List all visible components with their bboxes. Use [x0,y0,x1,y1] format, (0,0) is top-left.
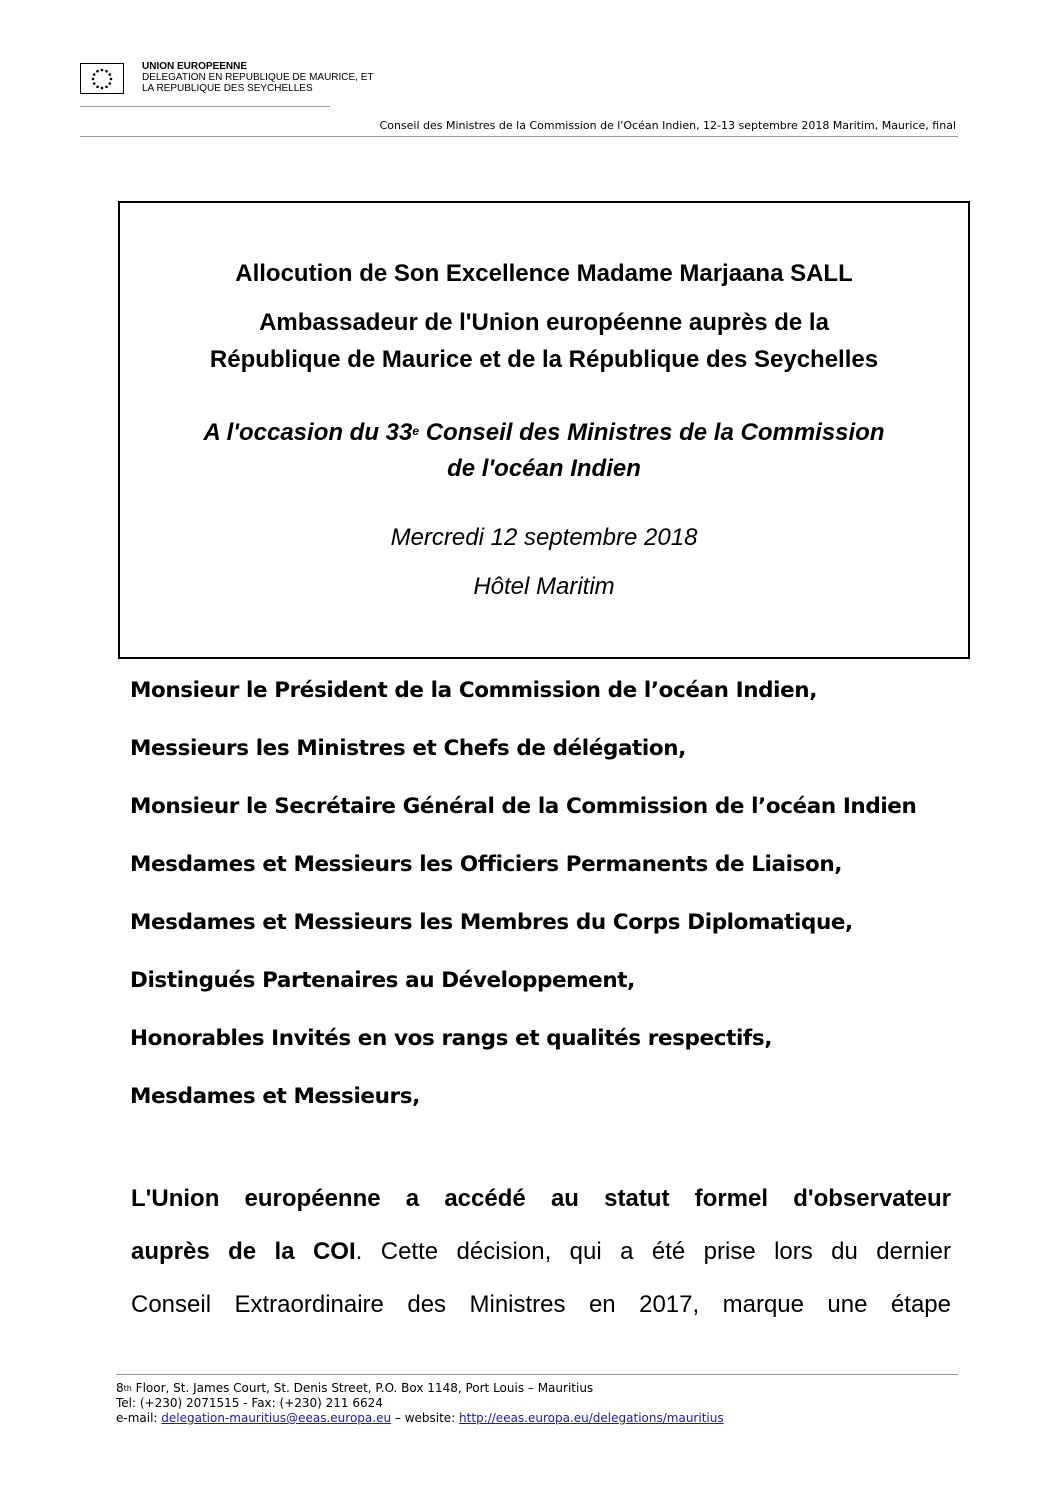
eu-stars-icon [87,67,117,91]
eu-flag-logo [80,63,124,94]
occasion-sup: e [412,424,420,438]
paragraph-line-3: Conseil Extraordinaire des Ministres en 2017, marque une étape [131,1291,951,1318]
header-divider [80,136,958,137]
footer-divider [116,1374,958,1375]
footer-address [116,1381,724,1396]
greeting-line: Monsieur le Président de la Commission de l’océan Indien, [130,678,817,703]
footer-email-link[interactable]: delegation-mauritius@eeas.europa.eu [161,1411,392,1425]
greeting-line: Distingués Partenaires au Développement, [130,968,635,993]
running-title: Conseil des Ministres de la Commission de l'Océan Indien, 12-13 septembre 2018 Maritim, Maurice, final [379,119,956,132]
organization-header [142,61,374,94]
footer-floor-number: 8 [116,1381,124,1395]
footer-floor-sup: th [123,1384,132,1393]
occasion-suffix: Conseil des Ministres de la Commission [419,419,885,446]
footer-website-label: – website: [391,1411,460,1425]
greeting-line: Honorables Invités en vos rangs et qualités respectifs, [130,1026,773,1051]
greeting-line: Mesdames et Messieurs les Membres du Corps Diplomatique, [130,910,853,935]
greeting-line: Monsieur le Secrétaire Général de la Commission de l’océan Indien [130,794,917,819]
paragraph-line-2-rest: . Cette décision, qui a été prise lors du dernier [355,1238,951,1265]
org-name: UNION EUROPEENNE [142,61,248,72]
footer-tel: Tel: (+230) 2071515 - Fax: (+230) 211 6624 [116,1396,383,1410]
title-line-2: Ambassadeur de l'Union européenne auprès de la [259,309,829,336]
occasion-line-2: de l'océan Indien [447,455,641,482]
event-venue: Hôtel Maritim [473,573,615,600]
greeting-line: Mesdames et Messieurs, [130,1084,420,1109]
footer-address-text: Floor, St. James Court, St. Denis Street, P.O. Box 1148, Port Louis – Mauritius [131,1381,594,1395]
event-date: Mercredi 12 septembre 2018 [390,524,698,551]
footer-website-link[interactable]: http://eeas.europa.eu/delegations/mauritius [459,1411,724,1425]
greeting-line: Mesdames et Messieurs les Officiers Permanents de Liaison, [130,852,843,877]
greeting-line: Messieurs les Ministres et Chefs de délégation, [130,736,686,761]
paragraph-line-1: L'Union européenne a accédé au statut formel d'observateur [131,1185,951,1212]
occasion-line-1 [120,415,968,451]
occasion-prefix: A l'occasion du 33 [203,419,413,446]
footer-email-label: e-mail: [116,1411,162,1425]
footer-contact [116,1411,724,1426]
title-line-1: Allocution de Son Excellence Madame Marjaana SALL [235,260,853,287]
title-line-3: République de Maurice et de la République des Seychelles [209,346,879,373]
paragraph-line-2-bold: auprès de la COI [131,1238,356,1265]
org-line-2: DELEGATION EN REPUBLIQUE DE MAURICE, ET [142,72,374,83]
body-paragraph [131,1172,951,1331]
org-line-3: LA REPUBLIQUE DES SEYCHELLES [142,83,313,94]
footer [116,1381,724,1426]
title-box [118,201,970,659]
header-divider-short [80,106,330,107]
